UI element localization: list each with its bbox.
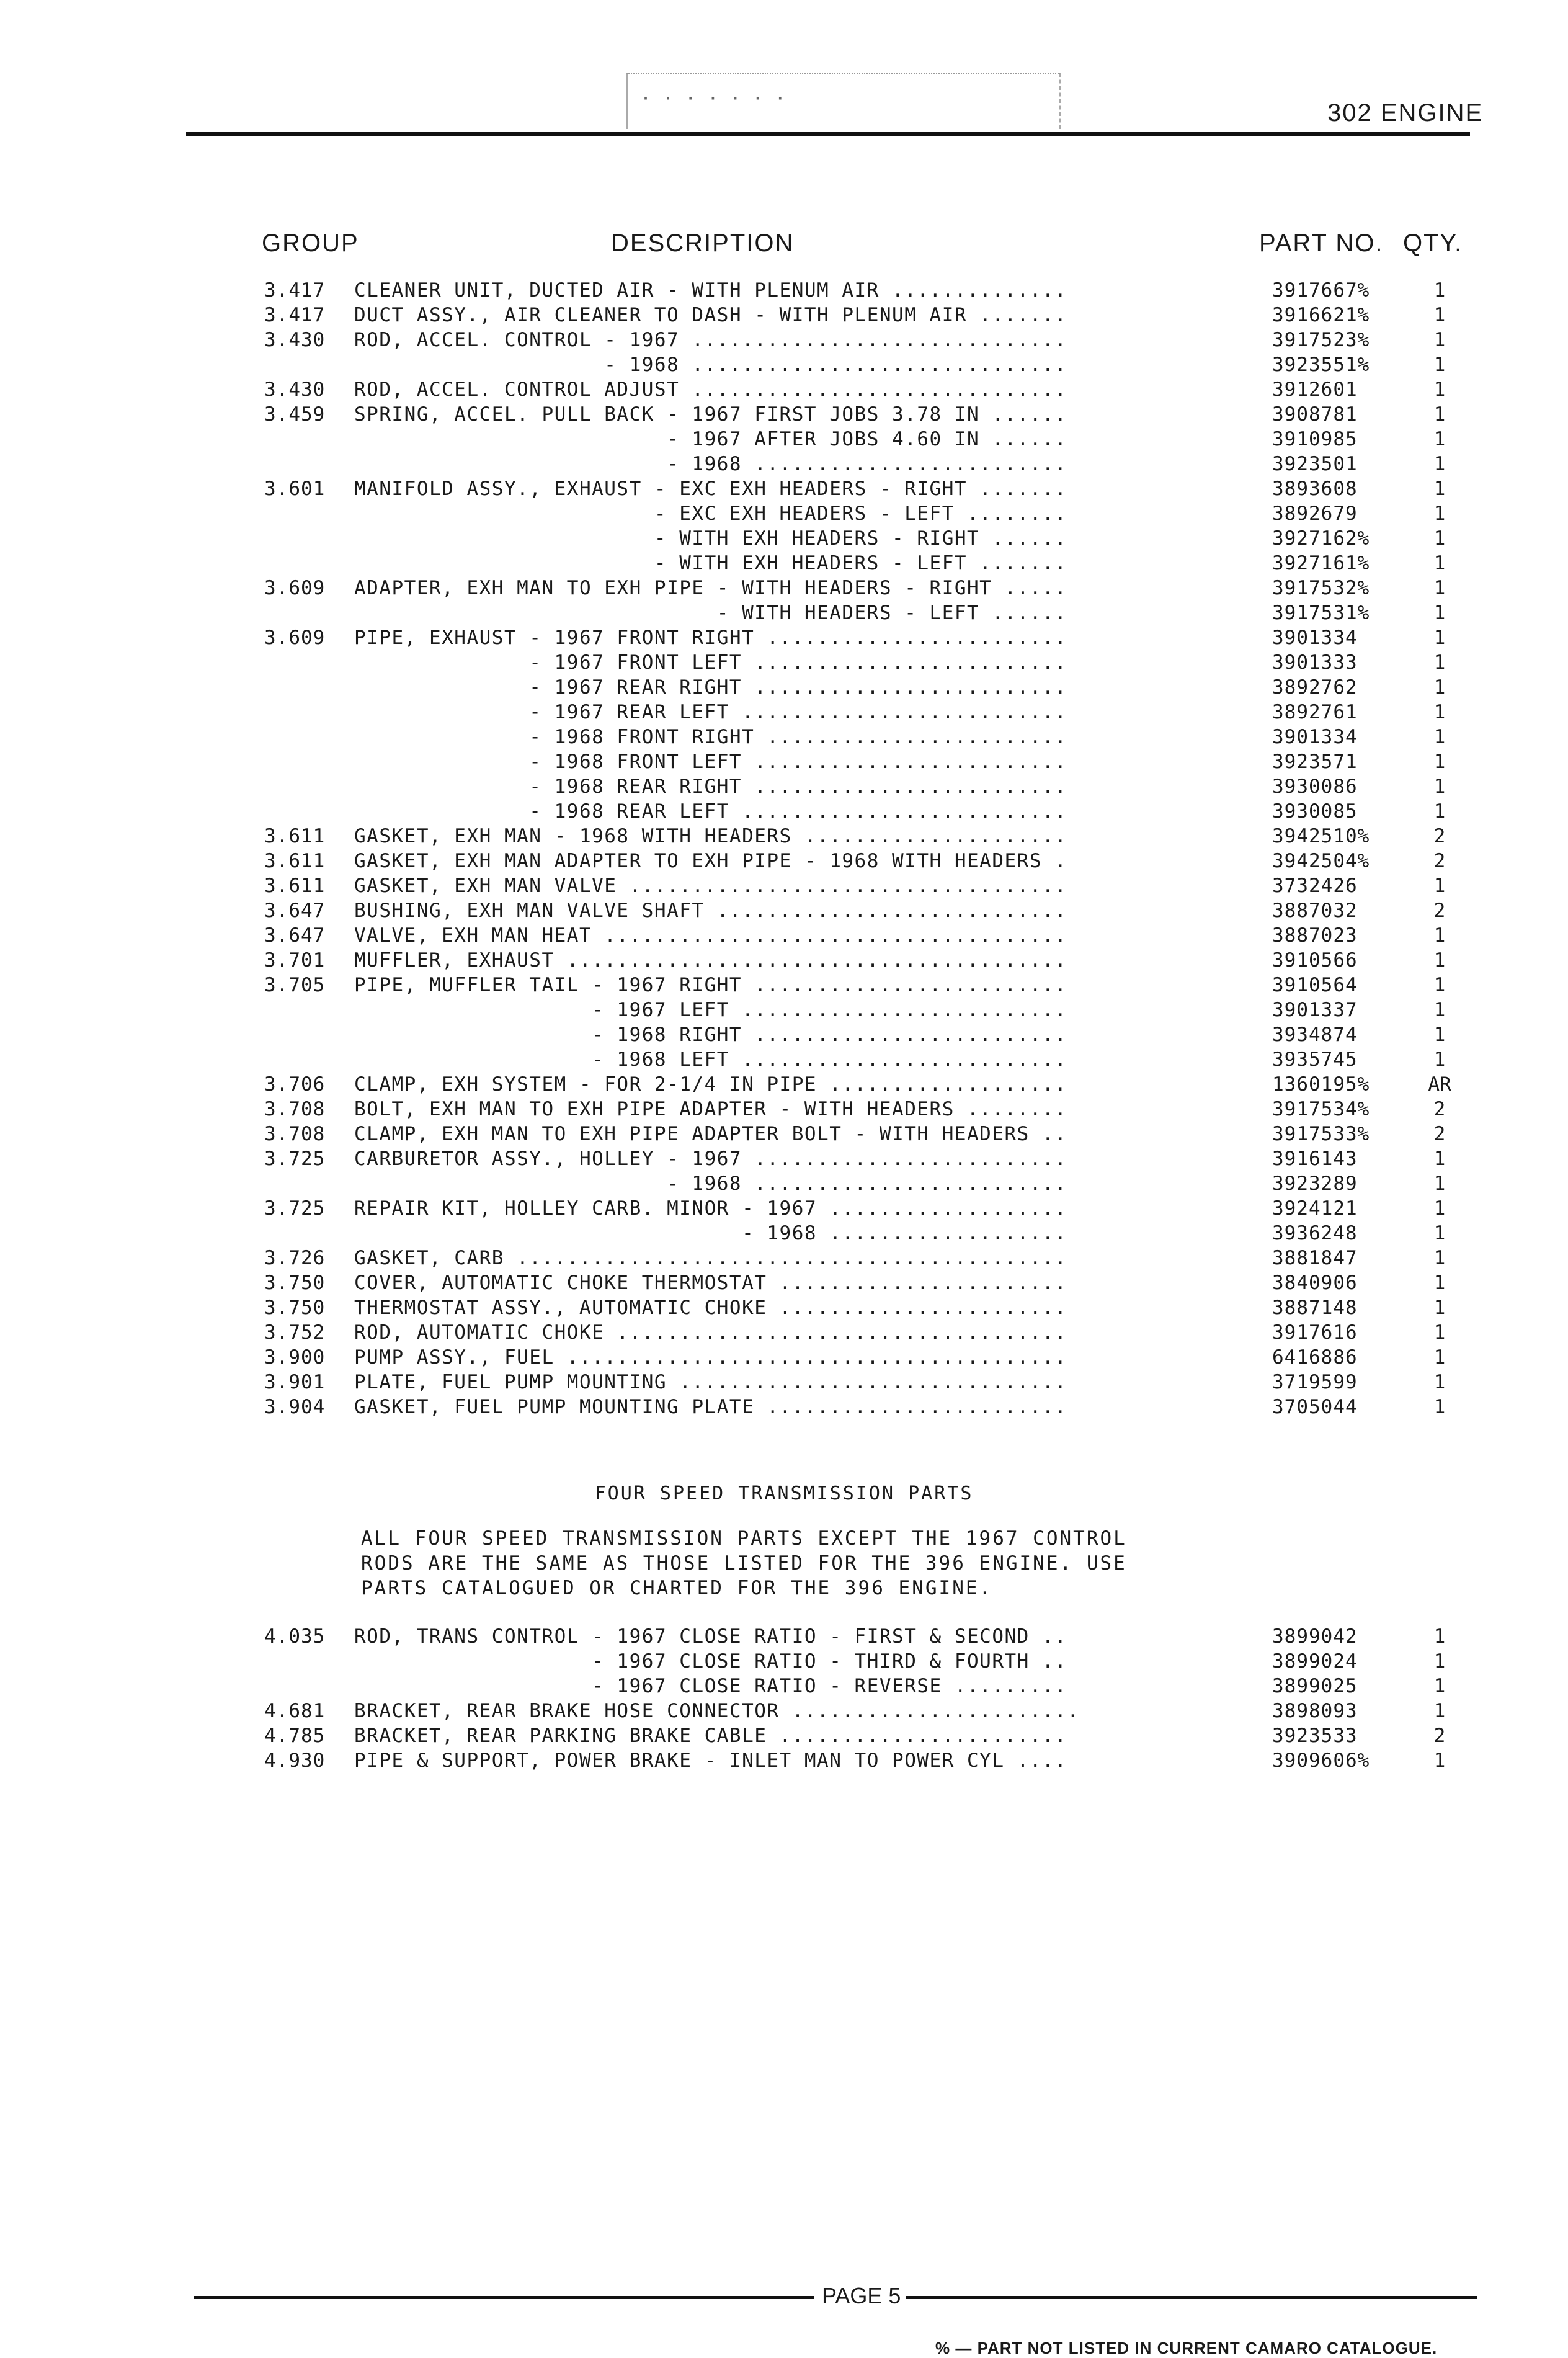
part-description: BRACKET, REAR PARKING BRAKE CABLE ....................... [354, 1725, 1067, 1747]
part-number: 3917534% [1272, 1098, 1370, 1120]
group-number: 3.417 [264, 304, 326, 326]
group-number: 3.705 [264, 974, 326, 996]
group-number: 3.647 [264, 900, 326, 922]
part-qty: 1 [1433, 627, 1446, 649]
part-number: 3892761 [1272, 701, 1358, 723]
part-qty: AR [1428, 1073, 1451, 1096]
part-number: 3705044 [1272, 1396, 1358, 1418]
group-number: 3.430 [264, 378, 326, 401]
part-description: - 1967 AFTER JOBS 4.60 IN ...... [354, 428, 1067, 450]
part-number: 1360195% [1272, 1073, 1370, 1096]
part-number: 3917533% [1272, 1123, 1370, 1145]
part-number: 3930085 [1272, 800, 1358, 823]
part-number: 3917523% [1272, 329, 1370, 351]
part-description: GASKET, EXH MAN - 1968 WITH HEADERS ..................... [354, 825, 1067, 847]
part-qty: 1 [1433, 502, 1446, 525]
part-number: 3923551% [1272, 354, 1370, 376]
group-number: 3.647 [264, 924, 326, 947]
part-number: 3923533 [1272, 1725, 1358, 1747]
part-number: 3923289 [1272, 1172, 1358, 1195]
part-number: 3935745 [1272, 1048, 1358, 1071]
part-number: 3892762 [1272, 676, 1358, 699]
part-qty: 1 [1433, 875, 1446, 897]
part-description: - 1968 RIGHT ......................... [354, 1024, 1067, 1046]
part-description: PLATE, FUEL PUMP MOUNTING ............................... [354, 1371, 1067, 1393]
group-number: 3.725 [264, 1148, 326, 1170]
part-description: ROD, AUTOMATIC CHOKE .................................... [354, 1321, 1067, 1344]
part-qty: 1 [1433, 974, 1446, 996]
footnote: % — PART NOT LISTED IN CURRENT CAMARO CATALOGUE. [935, 2339, 1438, 2357]
part-qty: 1 [1433, 726, 1446, 748]
group-number: 3.900 [264, 1346, 326, 1369]
part-number: 3901334 [1272, 627, 1358, 649]
part-description: THERMOSTAT ASSY., AUTOMATIC CHOKE ....................... [354, 1297, 1067, 1319]
part-description: - 1968 ......................... [354, 453, 1067, 475]
part-description: - 1968 ................... [354, 1222, 1067, 1244]
part-qty: 1 [1433, 279, 1446, 301]
part-description: - WITH EXH HEADERS - RIGHT ...... [354, 527, 1067, 550]
part-qty: 1 [1433, 552, 1446, 574]
group-number: 3.601 [264, 478, 326, 500]
part-qty: 1 [1433, 1272, 1446, 1294]
part-description: MANIFOLD ASSY., EXHAUST - EXC EXH HEADERS - RIGHT ....... [354, 478, 1067, 500]
part-number: 3732426 [1272, 875, 1358, 897]
group-number: 3.706 [264, 1073, 326, 1096]
part-description: PIPE & SUPPORT, POWER BRAKE - INLET MAN TO POWER CYL .... [354, 1749, 1067, 1772]
column-header-description: DESCRIPTION [611, 230, 795, 257]
part-qty: 1 [1433, 1048, 1446, 1071]
part-number: 3934874 [1272, 1024, 1358, 1046]
part-description: BRACKET, REAR BRAKE HOSE CONNECTOR ....................... [354, 1700, 1080, 1722]
group-number: 3.417 [264, 279, 326, 301]
part-description: - WITH EXH HEADERS - LEFT ....... [354, 552, 1067, 574]
part-description: - 1968 REAR RIGHT ......................... [354, 775, 1067, 798]
part-qty: 1 [1433, 1321, 1446, 1344]
part-description: - 1967 CLOSE RATIO - REVERSE ......... [354, 1675, 1067, 1697]
part-description: - 1968 .............................. [354, 354, 1067, 376]
group-number: 3.726 [264, 1247, 326, 1269]
part-qty: 2 [1433, 900, 1446, 922]
part-number: 3912601 [1272, 378, 1358, 401]
part-number: 3927162% [1272, 527, 1370, 550]
part-description: - 1967 REAR LEFT .......................... [354, 701, 1067, 723]
part-number: 3898093 [1272, 1700, 1358, 1722]
group-number: 3.750 [264, 1272, 326, 1294]
part-number: 3893608 [1272, 478, 1358, 500]
part-number: 3887032 [1272, 900, 1358, 922]
part-number: 3899025 [1272, 1675, 1358, 1697]
part-description: VALVE, EXH MAN HEAT ..................................... [354, 924, 1067, 947]
part-number: 3917532% [1272, 577, 1370, 599]
group-number: 3.611 [264, 875, 326, 897]
part-qty: 1 [1433, 800, 1446, 823]
part-number: 3917531% [1272, 602, 1370, 624]
part-qty: 1 [1433, 527, 1446, 550]
stamp-text: · · · · · · · [640, 88, 786, 110]
part-description: GASKET, CARB ............................................ [354, 1247, 1067, 1269]
part-qty: 1 [1433, 775, 1446, 798]
part-description: PIPE, MUFFLER TAIL - 1967 RIGHT ......................... [354, 974, 1067, 996]
part-qty: 1 [1433, 924, 1446, 947]
part-description: CLAMP, EXH MAN TO EXH PIPE ADAPTER BOLT - WITH HEADERS .. [354, 1123, 1067, 1145]
group-number: 3.901 [264, 1371, 326, 1393]
part-description: ROD, ACCEL. CONTROL ADJUST .............................. [354, 378, 1067, 401]
part-number: 3936248 [1272, 1222, 1358, 1244]
part-number: 3908781 [1272, 403, 1358, 426]
footer-rule-right [906, 2296, 1477, 2299]
part-number: 3927161% [1272, 552, 1370, 574]
part-qty: 1 [1433, 354, 1446, 376]
part-qty: 1 [1433, 378, 1446, 401]
part-number: 3840906 [1272, 1272, 1358, 1294]
part-qty: 1 [1433, 1222, 1446, 1244]
group-number: 4.681 [264, 1700, 326, 1722]
part-qty: 1 [1433, 403, 1446, 426]
group-number: 3.611 [264, 825, 326, 847]
part-qty: 1 [1433, 453, 1446, 475]
part-description: GASKET, EXH MAN VALVE ................................... [354, 875, 1067, 897]
part-description: PUMP ASSY., FUEL ........................................ [354, 1346, 1067, 1369]
part-qty: 1 [1433, 1024, 1446, 1046]
part-qty: 1 [1433, 1625, 1446, 1648]
part-number: 3899042 [1272, 1625, 1358, 1648]
part-number: 3887148 [1272, 1297, 1358, 1319]
group-number: 3.459 [264, 403, 326, 426]
part-number: 3916143 [1272, 1148, 1358, 1170]
part-number: 3899024 [1272, 1650, 1358, 1672]
part-qty: 1 [1433, 751, 1446, 773]
group-number: 3.609 [264, 577, 326, 599]
part-qty: 1 [1433, 1297, 1446, 1319]
part-description: - 1967 FRONT LEFT ......................... [354, 651, 1067, 674]
part-qty: 2 [1433, 1098, 1446, 1120]
part-description: - 1967 REAR RIGHT ......................... [354, 676, 1067, 699]
part-qty: 1 [1433, 1247, 1446, 1269]
part-description: GASKET, EXH MAN ADAPTER TO EXH PIPE - 1968 WITH HEADERS . [354, 850, 1067, 872]
part-qty: 1 [1433, 1346, 1446, 1369]
part-number: 3917616 [1272, 1321, 1358, 1344]
part-number: 3901333 [1272, 651, 1358, 674]
part-qty: 1 [1433, 329, 1446, 351]
group-number: 4.930 [264, 1749, 326, 1772]
part-qty: 2 [1433, 1725, 1446, 1747]
group-number: 3.725 [264, 1197, 326, 1220]
part-description: SPRING, ACCEL. PULL BACK - 1967 FIRST JOBS 3.78 IN ...... [354, 403, 1067, 426]
part-qty: 1 [1433, 1700, 1446, 1722]
part-qty: 1 [1433, 701, 1446, 723]
part-description: REPAIR KIT, HOLLEY CARB. MINOR - 1967 ................... [354, 1197, 1067, 1220]
group-number: 3.701 [264, 949, 326, 971]
section-note-line: ALL FOUR SPEED TRANSMISSION PARTS EXCEPT THE 1967 CONTROL [361, 1527, 1127, 1550]
part-qty: 1 [1433, 1675, 1446, 1697]
column-header-group: GROUP [262, 230, 359, 257]
part-description: DUCT ASSY., AIR CLEANER TO DASH - WITH PLENUM AIR ....... [354, 304, 1067, 326]
part-number: 3916621% [1272, 304, 1370, 326]
part-qty: 2 [1433, 1123, 1446, 1145]
part-description: - WITH HEADERS - LEFT ...... [354, 602, 1067, 624]
part-qty: 1 [1433, 676, 1446, 699]
part-qty: 1 [1433, 1396, 1446, 1418]
part-qty: 2 [1433, 850, 1446, 872]
column-header-qty: QTY. [1403, 230, 1463, 257]
header-stamp [626, 73, 1061, 129]
part-number: 6416886 [1272, 1346, 1358, 1369]
part-description: - 1968 REAR LEFT .......................... [354, 800, 1067, 823]
part-qty: 1 [1433, 304, 1446, 326]
part-qty: 1 [1433, 577, 1446, 599]
part-description: PIPE, EXHAUST - 1967 FRONT RIGHT ........................ [354, 627, 1067, 649]
part-description: - 1967 LEFT .......................... [354, 999, 1067, 1021]
part-qty: 1 [1433, 651, 1446, 674]
part-description: ROD, ACCEL. CONTROL - 1967 .............................. [354, 329, 1067, 351]
part-description: CARBURETOR ASSY., HOLLEY - 1967 ......................... [354, 1148, 1067, 1170]
section-title: FOUR SPEED TRANSMISSION PARTS [594, 1483, 974, 1504]
part-description: - EXC EXH HEADERS - LEFT ........ [354, 502, 1067, 525]
group-number: 3.752 [264, 1321, 326, 1344]
part-description: - 1968 ......................... [354, 1172, 1067, 1195]
part-number: 3881847 [1272, 1247, 1358, 1269]
part-description: - 1968 FRONT LEFT ......................... [354, 751, 1067, 773]
group-number: 3.708 [264, 1098, 326, 1120]
part-number: 3892679 [1272, 502, 1358, 525]
part-number: 3910564 [1272, 974, 1358, 996]
part-description: BOLT, EXH MAN TO EXH PIPE ADAPTER - WITH HEADERS ........ [354, 1098, 1067, 1120]
group-number: 4.035 [264, 1625, 326, 1648]
part-qty: 1 [1433, 1749, 1446, 1772]
footer-rule-left [194, 2296, 814, 2299]
section-note-line: PARTS CATALOGUED OR CHARTED FOR THE 396 ENGINE. [361, 1577, 993, 1599]
part-qty: 1 [1433, 602, 1446, 624]
part-number: 3923501 [1272, 453, 1358, 475]
part-number: 3942504% [1272, 850, 1370, 872]
part-qty: 1 [1433, 1197, 1446, 1220]
part-number: 3901337 [1272, 999, 1358, 1021]
group-number: 3.609 [264, 627, 326, 649]
part-description: - 1967 CLOSE RATIO - THIRD & FOURTH .. [354, 1650, 1067, 1672]
part-qty: 1 [1433, 428, 1446, 450]
group-number: 3.430 [264, 329, 326, 351]
group-number: 3.750 [264, 1297, 326, 1319]
part-description: - 1968 LEFT .......................... [354, 1048, 1067, 1071]
part-description: ROD, TRANS CONTROL - 1967 CLOSE RATIO - FIRST & SECOND .. [354, 1625, 1067, 1648]
header-rule [186, 132, 1470, 136]
engine-title: 302 ENGINE [1327, 99, 1484, 127]
part-qty: 1 [1433, 1650, 1446, 1672]
part-qty: 1 [1433, 999, 1446, 1021]
part-description: MUFFLER, EXHAUST ........................................ [354, 949, 1067, 971]
group-number: 3.904 [264, 1396, 326, 1418]
part-number: 3909606% [1272, 1749, 1370, 1772]
part-number: 3910985 [1272, 428, 1358, 450]
part-qty: 1 [1433, 1148, 1446, 1170]
part-qty: 1 [1433, 478, 1446, 500]
part-qty: 1 [1433, 949, 1446, 971]
part-description: BUSHING, EXH MAN VALVE SHAFT ............................ [354, 900, 1067, 922]
group-number: 3.611 [264, 850, 326, 872]
part-number: 3923571 [1272, 751, 1358, 773]
part-number: 3887023 [1272, 924, 1358, 947]
part-number: 3924121 [1272, 1197, 1358, 1220]
part-description: ADAPTER, EXH MAN TO EXH PIPE - WITH HEADERS - RIGHT ..... [354, 577, 1067, 599]
part-number: 3910566 [1272, 949, 1358, 971]
part-description: GASKET, FUEL PUMP MOUNTING PLATE ........................ [354, 1396, 1067, 1418]
part-number: 3930086 [1272, 775, 1358, 798]
part-qty: 2 [1433, 825, 1446, 847]
part-number: 3942510% [1272, 825, 1370, 847]
part-description: COVER, AUTOMATIC CHOKE THERMOSTAT ....................... [354, 1272, 1067, 1294]
section-note-line: RODS ARE THE SAME AS THOSE LISTED FOR THE 396 ENGINE. USE [361, 1552, 1127, 1574]
part-description: CLEANER UNIT, DUCTED AIR - WITH PLENUM AIR .............. [354, 279, 1067, 301]
part-description: - 1968 FRONT RIGHT ........................ [354, 726, 1067, 748]
group-number: 3.708 [264, 1123, 326, 1145]
part-number: 3901334 [1272, 726, 1358, 748]
part-qty: 1 [1433, 1371, 1446, 1393]
part-qty: 1 [1433, 1172, 1446, 1195]
part-description: CLAMP, EXH SYSTEM - FOR 2-1/4 IN PIPE ................... [354, 1073, 1067, 1096]
page-label: PAGE 5 [822, 2283, 901, 2308]
group-number: 4.785 [264, 1725, 326, 1747]
part-number: 3917667% [1272, 279, 1370, 301]
part-number: 3719599 [1272, 1371, 1358, 1393]
column-header-part-no: PART NO. [1259, 230, 1384, 257]
